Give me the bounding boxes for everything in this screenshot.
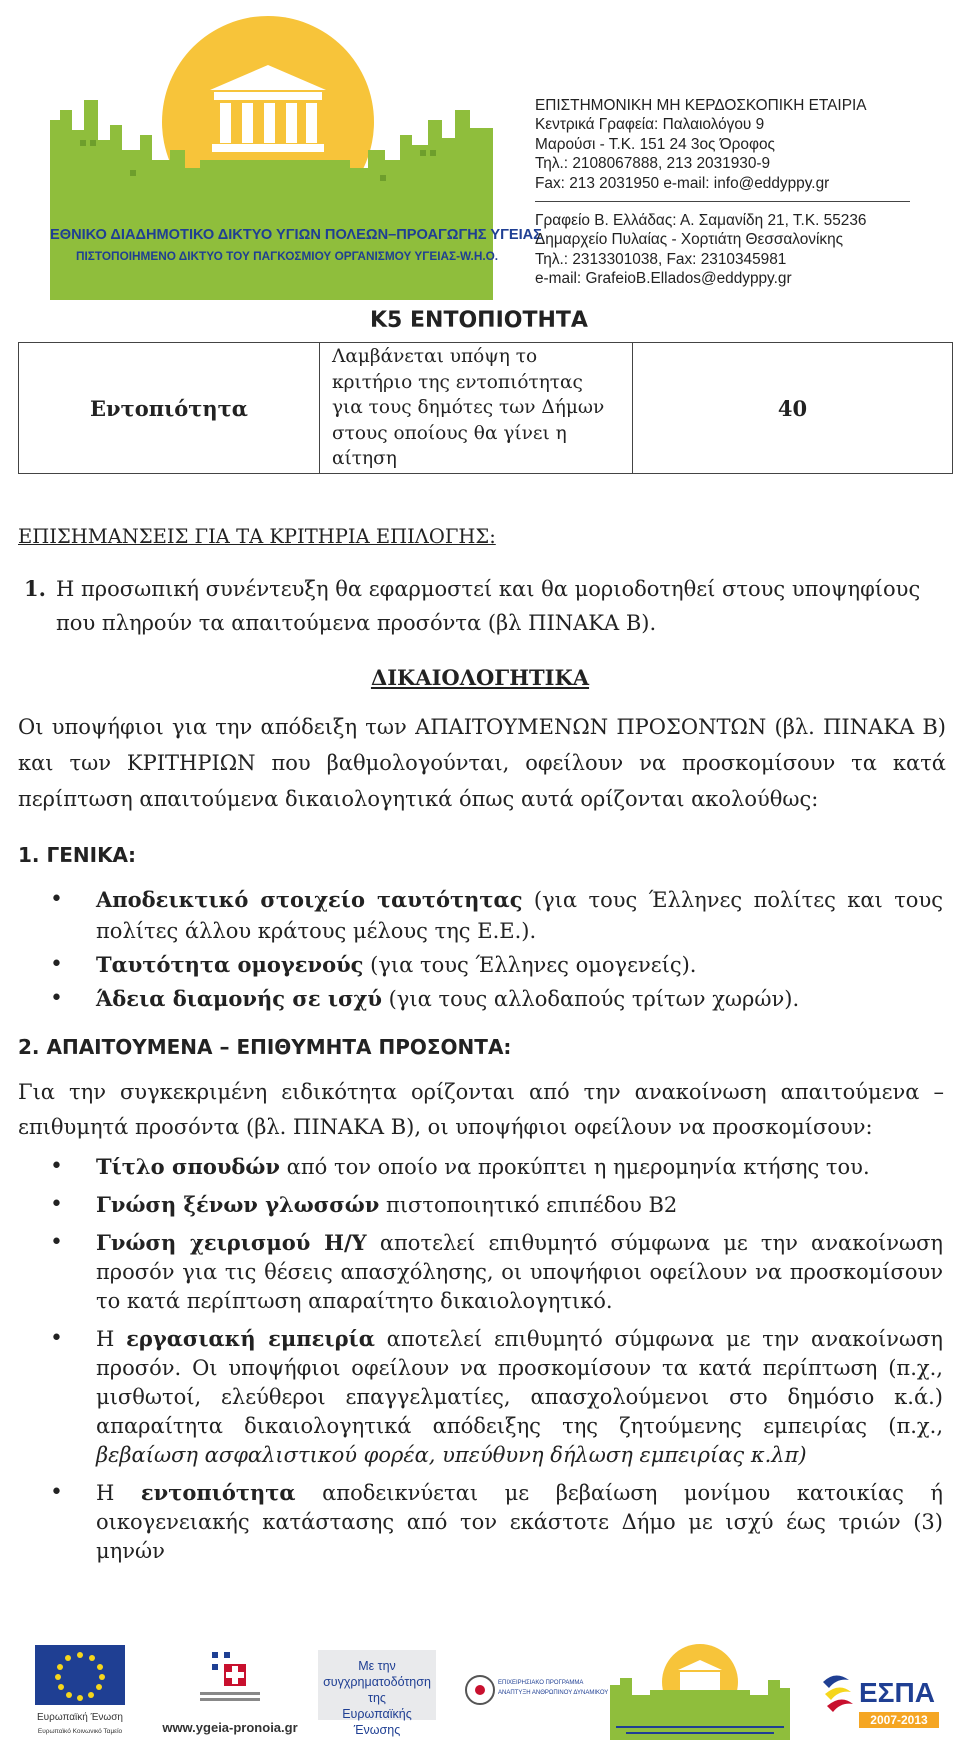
- item-bold: Αποδεικτικό στοιχείο ταυτότητας: [96, 887, 523, 912]
- list-item: [18, 1152, 943, 1182]
- notes-heading: ΕΠΙΣΗΜΑΝΣΕΙΣ ΓΙΑ ΤΑ ΚΡΙΤΗΡΙΑ ΕΠΙΛΟΓΗΣ:: [18, 525, 496, 548]
- item-pre: Η: [96, 1481, 141, 1505]
- org-line: Τηλ.: 2108067888, 213 2031930-9: [535, 155, 771, 173]
- cofinance-line: Με την: [358, 1659, 396, 1673]
- op-label: ΑΝΑΠΤΥΞΗ ΑΝΘΡΩΠΙΝΟΥ ΔΥΝΑΜΙΚΟΥ: [498, 1690, 609, 1696]
- ministry-emblem-icon: [160, 1640, 300, 1740]
- cofinance-badge: [318, 1650, 436, 1737]
- eu-label: Ευρωπαϊκή Ένωση: [37, 1712, 123, 1723]
- requirements-list: [18, 1152, 943, 1574]
- general-heading: 1. ΓΕΝΙΚΑ:: [18, 843, 137, 867]
- list-item: [18, 1190, 943, 1220]
- esf-label: Ευρωπαϊκό Κοινωνικό Ταμείο: [37, 1728, 123, 1735]
- footer-health-cities-logo: [610, 1640, 790, 1740]
- cofinance-line: Ευρωπαϊκής Ένωσης: [342, 1707, 412, 1737]
- logo-text-line1: ΕΘΝΙΚΟ ΔΙΑΔΗΜΟΤΙΚΟ ΔΙΚΤΥΟ ΥΓΙΩΝ ΠΟΛΕΩΝ–ΠΡΟΑΓΩΓΗΣ ΥΓΕΙΑΣ: [50, 227, 542, 243]
- k5-criteria-table: [18, 342, 953, 474]
- item-text: (για τους αλλοδαπούς τρίτων χωρών).: [381, 987, 800, 1011]
- list-item: [18, 983, 943, 1015]
- note-item-1: [18, 572, 948, 640]
- eu-flag-icon: [30, 1640, 130, 1740]
- eu-logo: [30, 1640, 130, 1740]
- op-emblem-icon: [462, 1640, 609, 1740]
- item-text: (για τους Έλληνες ομογενείς).: [363, 953, 697, 977]
- description-line: για τους δημότες των Δήμων: [332, 397, 605, 419]
- org-line: Κεντρικά Γραφεία: Παλαιολόγου 9: [535, 116, 765, 134]
- org-line: ΕΠΙΣΤΗΜΟΝΙΚΗ ΜΗ ΚΕΡΔΟΣΚΟΠΙΚΗ ΕΤΑΙΡΙΑ: [535, 97, 867, 114]
- branch-line: e-mail: GrafeioB.Ellados@eddyppy.gr: [535, 270, 792, 288]
- branch-line: Γραφείο Β. Ελλάδας: Α. Σαμανίδη 21, Τ.Κ. 55236: [535, 212, 867, 230]
- documents-intro: Οι υποψήφιοι για την απόδειξη των ΑΠΑΙΤΟΥΜΕΝΩΝ ΠΡΟΣΟΝΤΩΝ (βλ. ΠΙΝΑΚΑ Β) και των ΚΡΙΤΗΡΙΩΝ που βαθμολογούνται, οφείλουν να προσκομίσουν τα κατά περίπτωση απαιτούμενα δικαιολογητικά όπως αυτά ορίζονται ακολούθως:: [18, 715, 946, 811]
- health-cities-logo: [50, 10, 542, 300]
- list-item: [18, 949, 943, 981]
- note-text: Η προσωπική συνέντευξη θα εφαρμοστεί και θα μοριοδοτηθεί στους υποψηφίους που πληρούν τα απαιτούμενα προσόντα (βλ ΠΙΝΑΚΑ Β).: [56, 577, 921, 635]
- table-row: [19, 343, 953, 474]
- cofinance-line: συγχρηματοδότηση της: [323, 1675, 431, 1705]
- item-text: (για τους Έλληνες πολίτες και τους πολίτες άλλου κράτους μέλους της Ε.Ε.).: [96, 888, 943, 943]
- espa-years: 2007-2013: [870, 1713, 928, 1727]
- footer-logo-graphic-icon: [610, 1640, 790, 1740]
- item-text: πιστοποιητικό επιπέδου Β2: [379, 1193, 678, 1217]
- requirements-heading: 2. ΑΠΑΙΤΟΥΜΕΝΑ – ΕΠΙΘΥΜΗΤΑ ΠΡΟΣΟΝΤΑ:: [18, 1035, 512, 1059]
- item-text: αποτελεί επιθυμητό σύμφωνα με την ανακοίνωση προσόν. Οι υποψήφιοι οφείλουν να προσκομίσουν τα κατά περίπτωση (π.χ., μισθωτοί, ελεύθεροι επαγγελματίες, απασχολούμενοι στο δημόσιο κ.ά.) απαραίτητα δικαιολογητικά απόδειξης της ζητούμενης εμπειρίας (π.χ.,: [96, 1327, 943, 1438]
- list-item: [18, 1228, 943, 1316]
- item-text: αποδεικνύεται με βεβαίωση μονίμου κατοικίας ή οικογενειακής κατάστασης από τον εκάστοτε Δήμο με ισχύ έως τριών (3) μηνών: [96, 1481, 943, 1563]
- organization-info: [535, 96, 945, 289]
- description-line: Λαμβάνεται υπόψη το: [332, 346, 538, 368]
- criterion-cell: Εντοπιότητα: [19, 343, 320, 474]
- ministry-url: www.ygeia-pronoia.gr: [162, 1720, 298, 1735]
- item-bold: Τίτλο σπουδών: [96, 1154, 280, 1179]
- branch-line: Τηλ.: 2313301038, Fax: 2310345981: [535, 250, 787, 268]
- points-cell: 40: [633, 343, 953, 474]
- item-text: από τον οποίο να προκύπτει η ημερομηνία κτήσης του.: [279, 1155, 870, 1179]
- description-line: κριτήριο της εντοπιότητας: [332, 371, 583, 393]
- item-italic: βεβαίωση ασφαλιστικού φορέα, υπεύθυνη δήλωση εμπειρίας κ.λπ): [96, 1443, 807, 1467]
- op-label: ΕΠΙΧΕΙΡΗΣΙΑΚΟ ΠΡΟΓΡΑΜΜΑ: [498, 1680, 584, 1686]
- espa-label: ΕΣΠΑ: [859, 1677, 935, 1708]
- list-item: [18, 884, 943, 947]
- description-cell: [320, 343, 633, 474]
- item-bold: Άδεια διαμονής σε ισχύ: [96, 986, 382, 1011]
- general-list: [18, 884, 943, 1017]
- item-bold: εντοπιότητα: [140, 1480, 296, 1505]
- item-pre: Η: [96, 1327, 127, 1351]
- item-text: αποτελεί επιθυμητό σύμφωνα με την ανακοίνωση προσόν για τις θέσεις απασχόλησης, οι υποψήφιοι οφείλουν να προσκομίσουν το κατά περίπτωση απαραίτητο δικαιολογητικό.: [96, 1231, 943, 1313]
- k5-title: Κ5 ΕΝΤΟΠΙΟΤΗΤΑ: [370, 308, 588, 333]
- branch-line: Δημαρχείο Πυλαίας - Χορτιάτη Θεσσαλονίκης: [535, 231, 844, 249]
- description-line: στους οποίους θα γίνει η: [332, 422, 567, 444]
- operational-programme-logo: [462, 1640, 609, 1740]
- list-item: [18, 1478, 943, 1566]
- logo-graphic-icon: [50, 10, 542, 300]
- header-divider: [535, 201, 910, 202]
- espa-logo: [815, 1640, 945, 1740]
- ministry-logo: [160, 1640, 300, 1740]
- item-bold: Γνώση ξένων γλωσσών: [96, 1192, 380, 1217]
- logo-text-line2: ΠΙΣΤΟΠΟΙΗΜΕΝΟ ΔΙΚΤΥΟ ΤΟΥ ΠΑΓΚΟΣΜΙΟΥ ΟΡΓΑΝΙΣΜΟΥ ΥΓΕΙΑΣ-W.H.O.: [76, 249, 499, 263]
- org-line: Fax: 213 2031950 e-mail: info@eddyppy.gr: [535, 174, 830, 192]
- requirements-intro: Για την συγκεκριμένη ειδικότητα ορίζονται από την ανακοίνωση απαιτούμενα – επιθυμητά προσόντα (βλ. ΠΙΝΑΚΑ Β), οι υποψήφιοι οφείλουν να προσκομίσουν:: [18, 1080, 944, 1139]
- item-bold: Γνώση χειρισμού Η/Υ: [96, 1230, 367, 1255]
- espa-emblem-icon: [815, 1640, 945, 1740]
- note-number: 1.: [24, 576, 46, 601]
- org-line: Μαρούσι - Τ.Κ. 151 24 3ος Όροφος: [535, 135, 775, 153]
- item-bold: εργασιακή εμπειρία: [126, 1326, 375, 1351]
- documents-heading: ΔΙΚΑΙΟΛΟΓΗΤΙΚΑ: [370, 665, 590, 690]
- list-item: [18, 1324, 943, 1470]
- item-bold: Ταυτότητα ομογενούς: [96, 952, 364, 977]
- description-line: αίτηση: [332, 448, 397, 470]
